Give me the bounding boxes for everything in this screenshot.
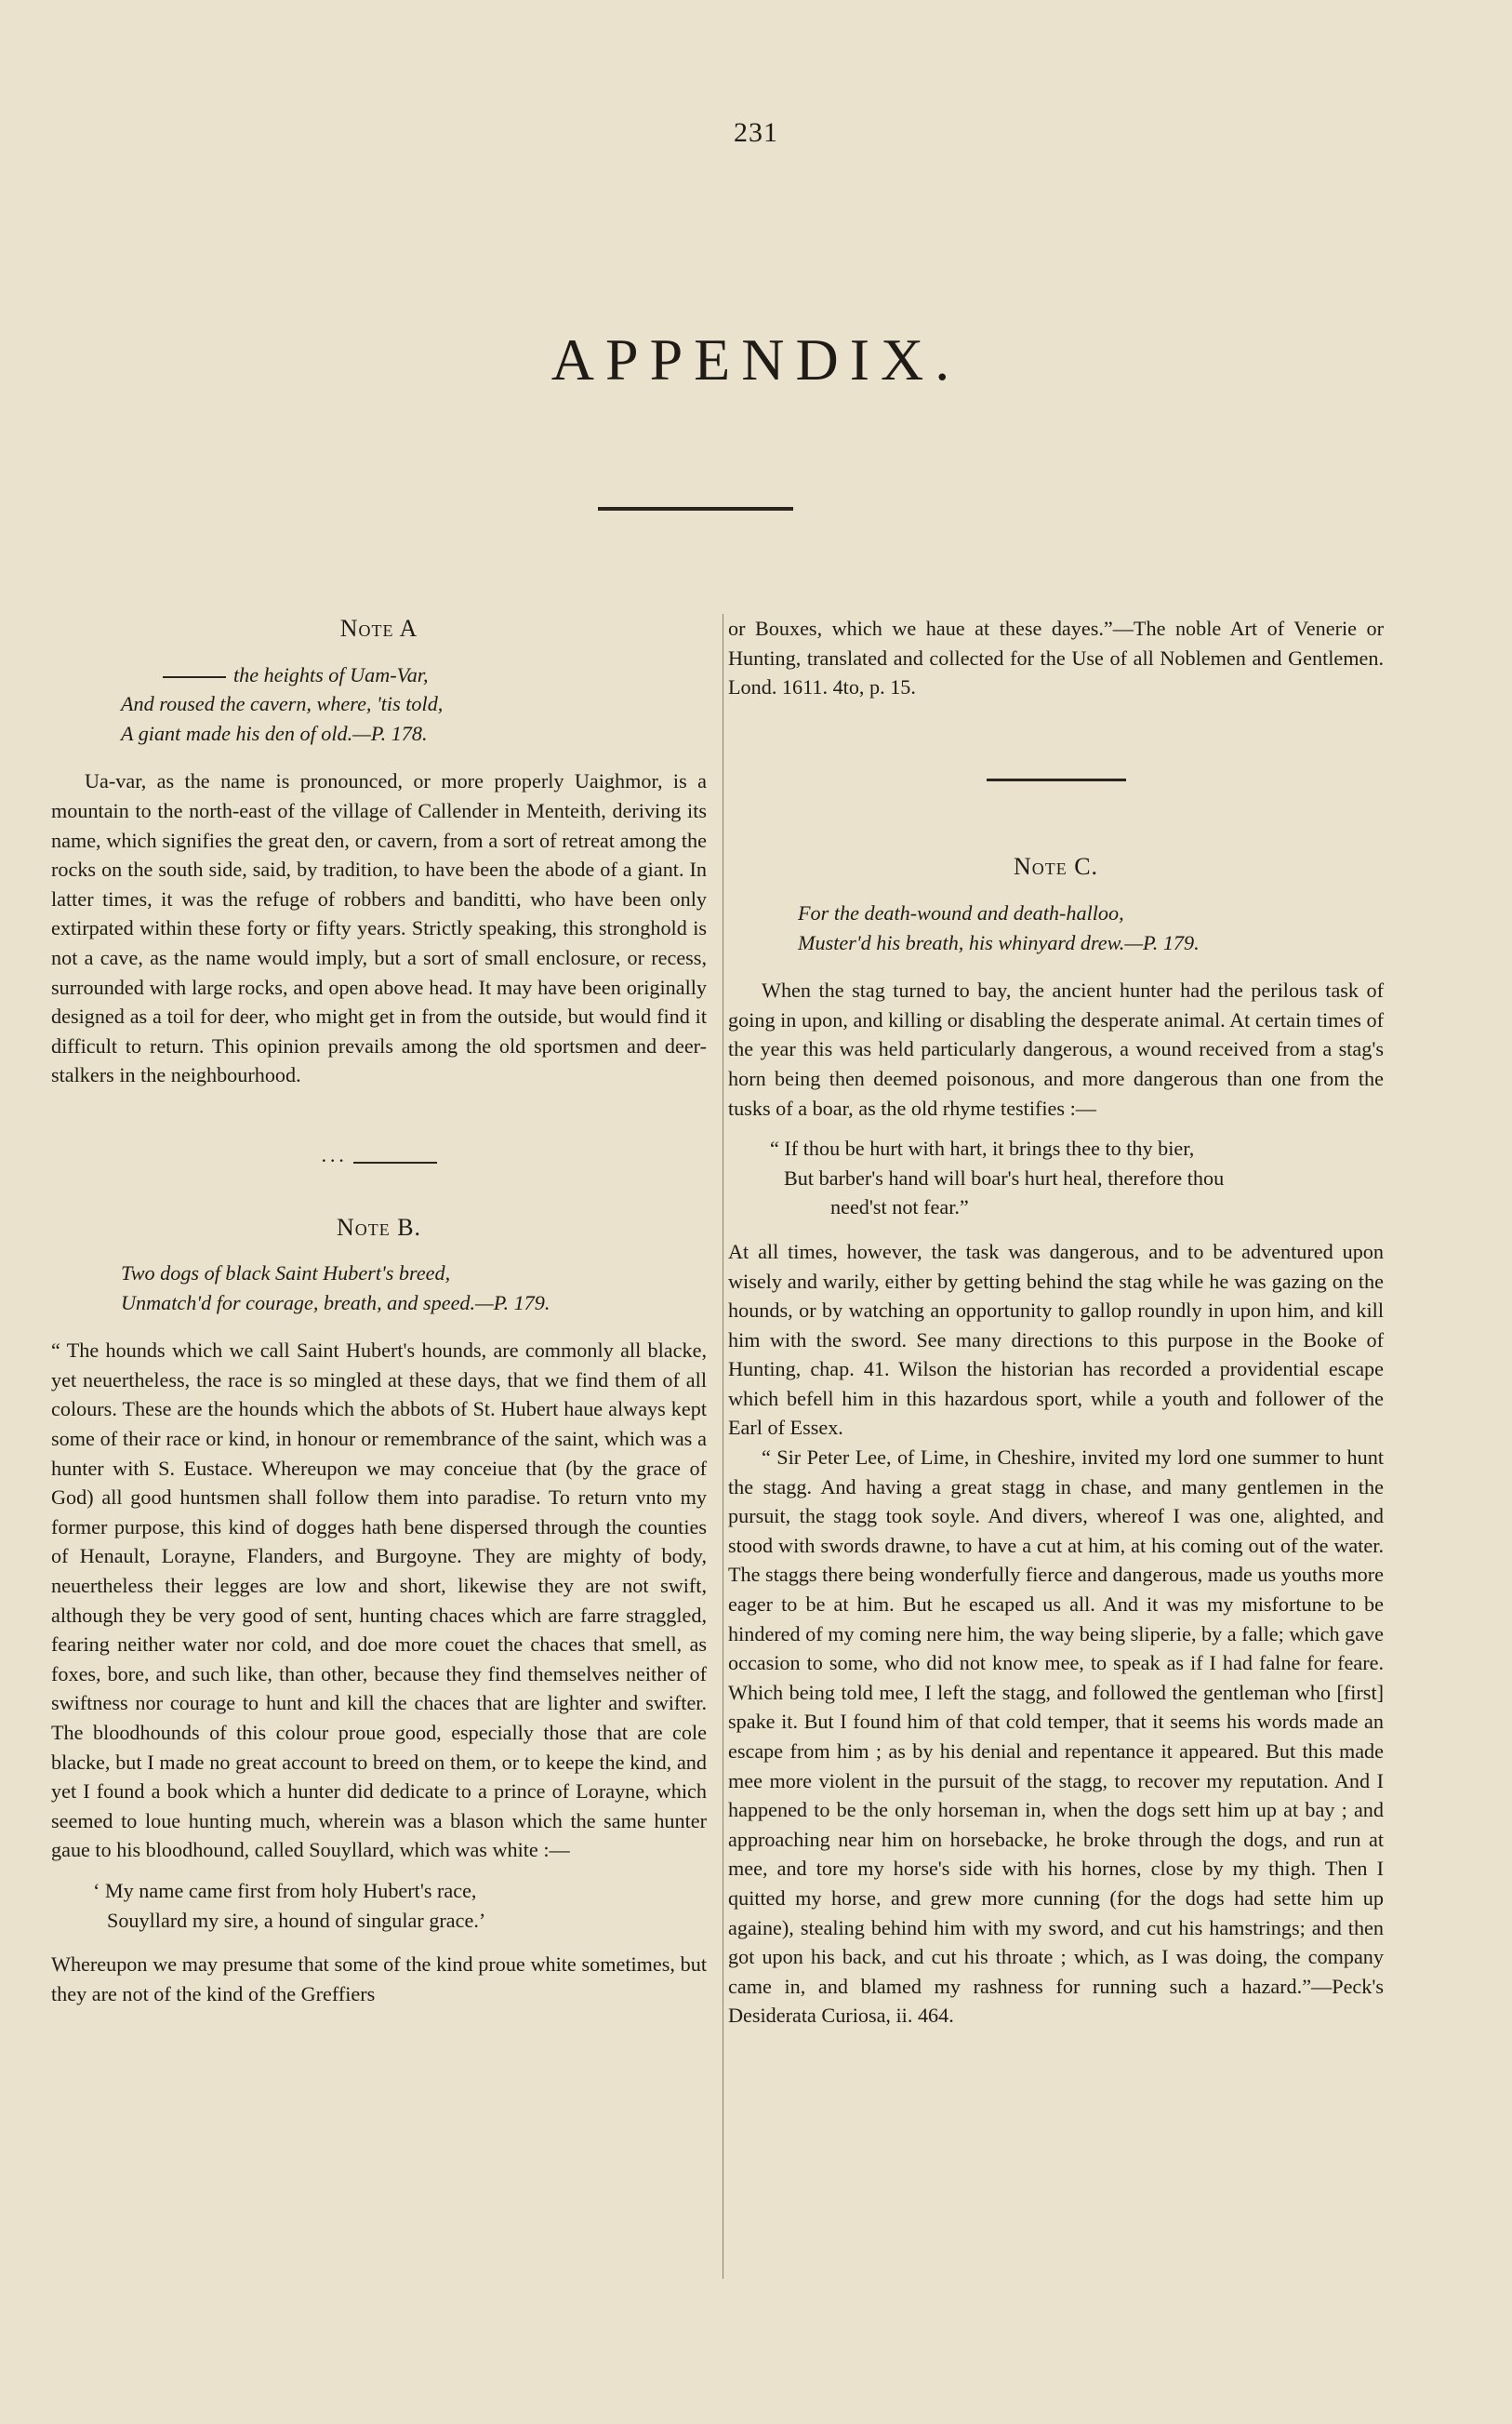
note-c-body-3: “ Sir Peter Lee, of Lime, in Cheshire, invited my lord one summer to hunt the stagg. And having a great stagg in chase, and many gentlemen in the pursuit, the stagg took soyle. And divers, whereof I was one, alighted, and stood with swords drawne, to have a cut at him, at his coming out of the water. The staggs there being wonderfully fierce and dangerous, made us youths more eager to be at him. But he escaped us all. And it was my misfortune to be hindered of my coming nere him, the way being sliperie, by a falle; which gave occasion to some, who did not know mee, to speak as if I had falne for feare. Which being told mee, I left the stagg, and followed the gentleman who [first] spake it. But I found him of that cold temper, that it seems his words made an escape from him ; as by his denial and repentance it appeared. But this made mee more violent in the pursuit of the stagg, to recover my reputation. And I happened to be the only horseman in, when the dogs sett him up at bay ; and approaching near him on horsebacke, he broke through the dogs, and run at mee, and tore my horse's side with his hornes, close by my thigh. Then I quitted my horse, and grew more cunning (for the dogs had sette him up againe), stealing behind him with my sword, and cut his hamstrings; and then got upon his back, and cut his throate ; which, as I was doing, the company came in, and blamed my rashness for running such a hazard.”—Peck's Desiderata Curiosa, ii. 464. <box>728 1445 1384 2028</box>
note-a-epigraph-line: the heights of Uam-Var, <box>51 660 707 690</box>
note-c-body-2: At all times, however, the task was dangerous, and to be adventured upon wisely and warily, either by getting behind the stag while he was gazing on the hounds, or by watching an opportunity to gallop roundly in upon him, and kill him with the sword. See many directions to this purpose in the Booke of Hunting, chap. 41. Wilson the historian has recorded a providential escape which befell him in this hazardous sport, while a youth and follower of the Earl of Essex. <box>728 1239 1384 1440</box>
note-b-body: “ The hounds which we call Saint Hubert's hounds, are commonly all blacke, yet neuertheless, the race is so mingled at these days, that we find them of all colours. These are the hounds which the abbots of St. Hubert haue always kept some of their race or kind, in honour or remembrance of the saint, which was a hunter with S. Eustace. Whereupon we may conceiue that (by the grace of God) all good huntsmen shall follow them into paradise. To return vnto my former purpose, this kind of dogges hath bene dispersed through the counties of Henault, Lorayne, Flanders, and Burgoyne. They are mighty of body, neuertheless their legges are low and short, likewise they are not swift, although they be very good of sent, hunting chaces which are farre straggled, fearing neither water nor cold, and doe more couet the chaces that smell, as foxes, bore, and such like, than other, because they find themselves neither of swiftness nor courage to hunt and kill the chaces that are lighter and swifter. The bloodhounds of this colour proue good, especially those that are cole blacke, but I made no great account to breed on them, or to keepe the kind, and yet I found a book which a hunter did dedicate to a prince of Lorayne, which seemed to loue hunting much, wherein was a blason which the same hunter gaue to his bloodhound, called Souyllard, which was white :— <box>51 1339 707 1862</box>
note-c-epigraph-line: Muster'd his breath, his whinyard drew.—P. 179. <box>798 930 1200 954</box>
note-b-epigraph-line: Two dogs of black Saint Hubert's breed, <box>121 1261 451 1285</box>
epigraph-dash <box>163 676 226 678</box>
separator: ··· <box>51 1146 707 1176</box>
quote-line: But barber's hand will boar's hurt heal, therefore thou <box>784 1165 1225 1190</box>
note-c-heading: Note C. <box>1013 853 1099 881</box>
note-c-body: When the stag turned to bay, the ancient hunter had the perilous task of going in upon, and killing or disabling the desperate animal. At certain times of the year this was held particularly dangerous, a wound received from a stag's horn being then deemed poisonous, and more dangerous than one from the tusks of a boar, as the old rhyme testifies :— <box>728 979 1384 1120</box>
note-b-after-quote: Whereupon we may presume that some of the kind proue white sometimes, but they are not of the kind of the Greffiers <box>51 1952 707 2005</box>
note-b-heading: Note B. <box>336 1213 422 1241</box>
left-column <box>51 614 707 2008</box>
quote-line: Souyllard my sire, a hound of singular grace.’ <box>107 1908 486 1932</box>
note-a-body: Ua-var, as the name is pronounced, or more properly Uaighmor, is a mountain to the north-east of the village of Callender in Menteith, deriving its name, which signifies the great den, or cavern, from a sort of retreat among the rocks on the south side, said, by tradition, to have been the abode of a giant. In latter times, it was the refuge of robbers and banditti, who have been only extirpated within these forty or fifty years. Strictly speaking, this stronghold is not a cave, as the name would imply, but a sort of small enclosure, or recess, surrounded with large rocks, and open above head. It may have been originally designed as a toil for deer, who might get in from the outside, but would find it difficult to return. This opinion prevails among the old sportsmen and deer-stalkers in the neighbourhood. <box>51 769 707 1087</box>
note-b-epigraph-line: Unmatch'd for courage, breath, and speed.—P. 179. <box>121 1290 550 1314</box>
note-c-quote <box>728 1134 1384 1222</box>
title-rule <box>598 507 793 511</box>
note-a-heading: Note A <box>339 615 418 642</box>
note-a-epigraph-line: And roused the cavern, where, 'tis told, <box>121 692 444 716</box>
page-number: 231 <box>734 117 778 148</box>
page-title: APPENDIX. <box>550 326 962 393</box>
note-c-epigraph-line: For the death-wound and death-halloo, <box>798 900 1124 925</box>
note-b-continuation: or Bouxes, which we haue at these dayes.”—The noble Art of Venerie or Hunting, translated and collected for the Use of all Noblemen and Gentlemen. Lond. 1611. 4to, p. 15. <box>728 617 1384 699</box>
note-c-epigraph <box>728 899 1384 957</box>
note-a-epigraph-line: A giant made his den of old.—P. 178. <box>121 721 428 745</box>
note-b-epigraph <box>51 1259 707 1317</box>
quote-line: “ If thou be hurt with hart, it brings thee to thy bier, <box>770 1137 1195 1161</box>
right-column <box>728 614 1384 2031</box>
note-a-epigraph <box>51 660 707 749</box>
note-b-quote <box>51 1876 707 1935</box>
quote-line: need'st not fear.” <box>830 1195 969 1219</box>
separator <box>728 760 1384 790</box>
quote-line: ‘ My name came first from holy Hubert's race, <box>93 1878 477 1902</box>
